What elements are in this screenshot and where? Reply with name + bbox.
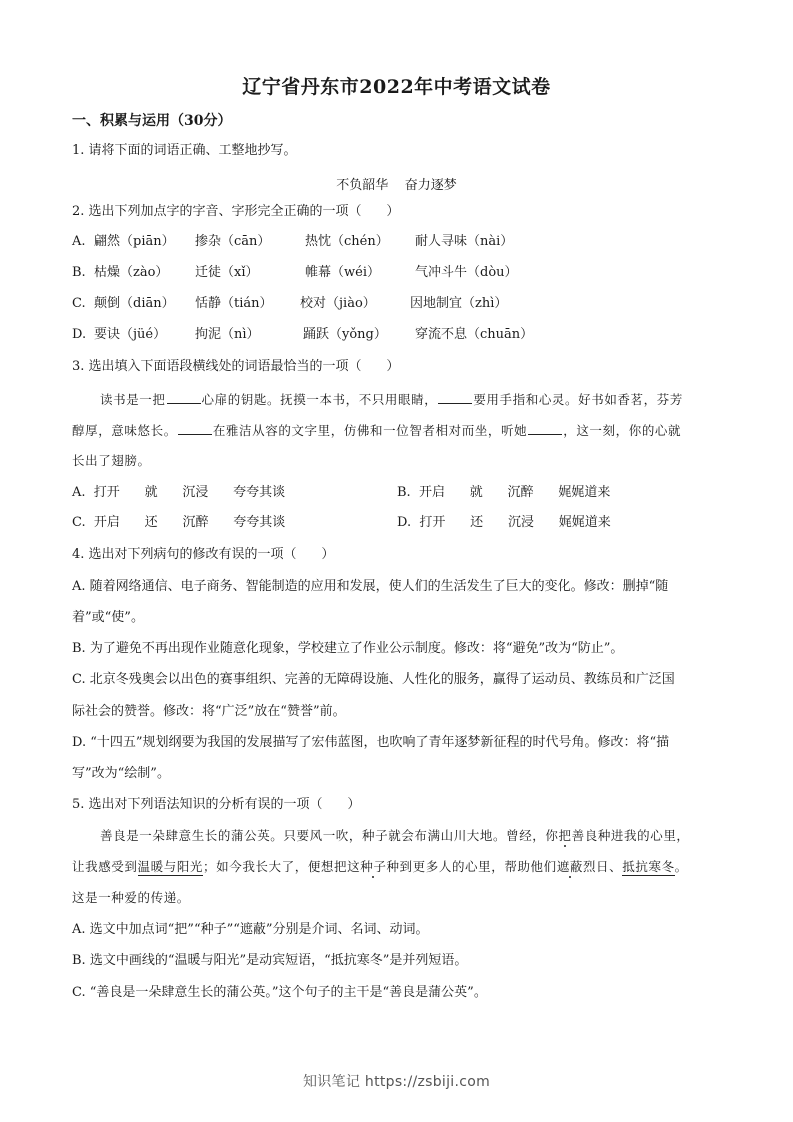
option-item: 因地制宜（zhì） — [410, 296, 508, 311]
option-letter: B. — [72, 265, 86, 280]
footer-watermark: 知识笔记 https://zsbiji.com — [302, 1074, 491, 1090]
passage-line: 这是一种爱的传递。 — [72, 890, 190, 905]
question-5-stem: 5. 选出对下列语法知识的分析有误的一项（ ） — [72, 797, 361, 812]
option-b: B. 选文中画线的“温暖与阳光”是动宾短语，“抵抗寒冬”是并列短语。 — [72, 953, 468, 968]
dotted-word: 遮蔽 — [556, 859, 583, 874]
passage-text: 心扉的钥匙。抚摸一本书，不只用眼睛， — [201, 392, 438, 407]
option-item: 踊跃（yǒng） — [303, 327, 387, 342]
passage-line — [100, 391, 683, 408]
question-2-stem: 2. 选出下列加点字的字音、字形完全正确的一项（ ） — [72, 204, 400, 219]
passage-text: 在雅洁从容的文字里，仿佛和一位智者相对而坐，听她 — [212, 423, 528, 438]
passage-text: 醇厚，意味悠长。 — [72, 423, 177, 438]
option-a: A. 选文中加点词“把”“种子”“遮蔽”分别是介词、名词、动词。 — [72, 922, 429, 937]
option-b: B. 开启 就 沉醉 娓娓道来 — [397, 485, 611, 500]
passage-text: 让我感受到 — [72, 859, 138, 874]
option-item: 枯燥（zào） — [94, 265, 169, 280]
dotted-word: 把 — [558, 828, 572, 843]
option-item: 耐人寻味（nài） — [415, 234, 514, 249]
passage-line — [72, 859, 688, 875]
underlined-phrase: 抵抗寒冬 — [622, 859, 675, 874]
option-letter: D. — [72, 327, 87, 342]
passage-text: 要用手指和心灵。好书如香茗，芬芳 — [473, 392, 683, 407]
passage-text: 善良是一朵肆意生长的蒲公英。只要风一吹，种子就会布满山川大地。曾经，你 — [100, 828, 559, 843]
option-b: B. 为了避免不再出现作业随意化现象，学校建立了作业公示制度。修改：将“避免”改为“防止”。 — [72, 641, 624, 656]
option-item: 迁徒（xǐ） — [195, 265, 259, 280]
question-3-stem: 3. 选出填入下面语段横线处的词语最恰当的一项（ ） — [72, 359, 400, 374]
option-a: A. 打开 就 沉浸 夸夸其谈 — [72, 485, 286, 500]
dotted-word: 种子 — [360, 859, 387, 874]
fill-blank — [167, 391, 201, 404]
option-a-continued: 着”或“使”。 — [72, 610, 144, 625]
underlined-phrase: 温暖与阳光 — [137, 859, 204, 874]
option-item: 翩然（piān） — [94, 234, 175, 249]
option-item: 要诀（jüé） — [94, 327, 167, 342]
question-1-stem: 1. 请将下面的词语正确、工整地抄写。 — [72, 143, 297, 158]
option-a: A. 随着网络通信、电子商务、智能制造的应用和发展，使人们的生活发生了巨大的变化。修改：删掉“随 — [72, 579, 669, 594]
option-letter: A. — [72, 234, 86, 249]
option-item: 气冲斗牛（dòu） — [415, 265, 518, 280]
passage-line: 长出了翅膀。 — [72, 453, 151, 468]
option-d: D. 打开 还 沉浸 娓娓道来 — [397, 515, 611, 530]
option-item: 恬静（tián） — [195, 296, 273, 311]
passage-line — [72, 422, 681, 439]
fill-blank — [528, 422, 562, 435]
passage-text: 种到更多人的心里，帮助他们 — [386, 859, 557, 874]
fill-blank — [438, 391, 472, 404]
exam-title: 辽宁省丹东市2022年中考语文试卷 — [242, 76, 551, 98]
option-c: C. 北京冬残奥会以出色的赛事组织、完善的无障碍设施、人性化的服务，赢得了运动员、教练员和广泛国 — [72, 672, 675, 687]
passage-text: 善良种进我的心里， — [571, 828, 690, 843]
passage-text: 读书是一把 — [100, 392, 166, 407]
option-item: 热忱（chén） — [305, 234, 389, 249]
option-item: 掺杂（cān） — [195, 234, 271, 249]
option-d-continued: 写”改为“绘制”。 — [72, 766, 170, 781]
option-letter: C. — [72, 296, 86, 311]
fill-blank — [178, 422, 212, 435]
option-c: C. “善良是一朵肆意生长的蒲公英。”这个句子的主干是“善良是蒲公英”。 — [72, 985, 487, 1000]
option-c: C. 开启 还 沉醉 夸夸其谈 — [72, 515, 286, 530]
passage-text: ，这一刻，你的心就 — [563, 423, 682, 438]
option-item: 帷幕（wéi） — [305, 265, 380, 280]
option-item: 颠倒（diān） — [94, 296, 175, 311]
option-item: 穿流不息（chuān） — [415, 327, 534, 342]
section-heading: 一、积累与运用（30分） — [72, 113, 232, 129]
copy-words: 不负韶华 奋力逐梦 — [336, 178, 457, 193]
passage-text: 烈日、 — [582, 859, 623, 874]
option-c-continued: 际社会的赞誉。修改：将“广泛”放在“赞誉”前。 — [72, 704, 346, 719]
passage-text: 。 — [674, 859, 688, 874]
option-item: 校对（jiào） — [300, 296, 376, 311]
question-4-stem: 4. 选出对下列病句的修改有误的一项（ ） — [72, 547, 335, 562]
option-item: 拘泥（nì） — [195, 327, 260, 342]
passage-text: ；如今我长大了，便想把这 — [203, 859, 361, 874]
option-d: D. “十四五”规划纲要为我国的发展描写了宏伟蓝图，也吹响了青年逐梦新征程的时代号角。修改：将“描 — [72, 735, 670, 750]
passage-line — [100, 828, 690, 844]
